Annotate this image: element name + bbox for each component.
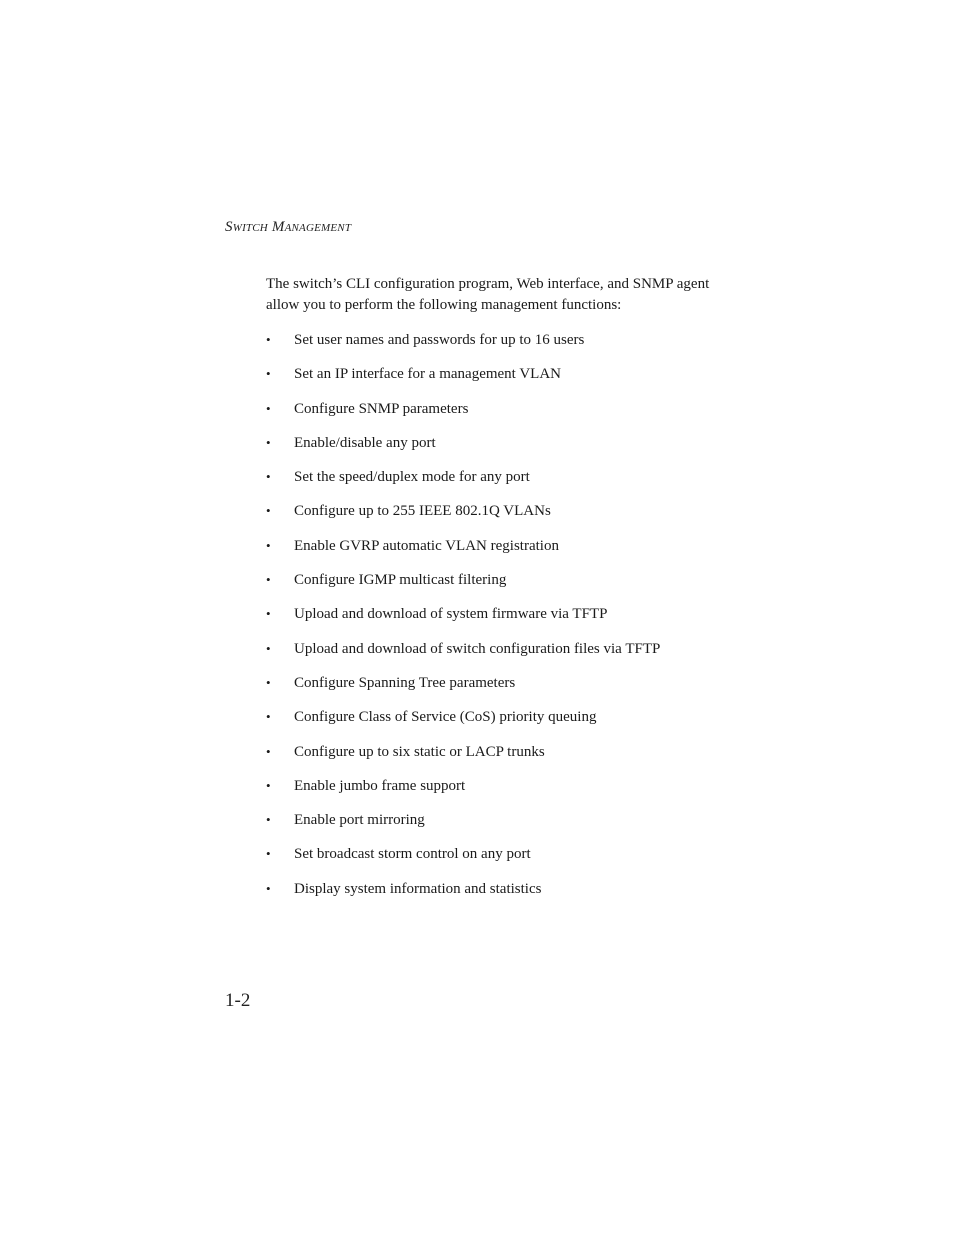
bullet-icon: • xyxy=(266,434,271,450)
list-item xyxy=(266,603,660,637)
running-header: Switch Management xyxy=(225,219,352,235)
list-item-text: Set an IP interface for a management VLAN xyxy=(294,366,561,383)
list-item-text: Enable GVRP automatic VLAN registration xyxy=(294,537,559,554)
bullet-icon: • xyxy=(266,606,271,622)
list-item xyxy=(266,500,660,534)
list-item xyxy=(266,535,660,569)
list-item xyxy=(266,706,660,740)
list-item xyxy=(266,843,660,877)
list-item-text: Configure Spanning Tree parameters xyxy=(294,674,516,691)
bullet-icon: • xyxy=(266,846,271,862)
list-item xyxy=(266,329,660,363)
list-item xyxy=(266,569,660,603)
list-item-text: Upload and download of switch configuration files via TFTP xyxy=(294,640,661,657)
bullet-icon: • xyxy=(266,366,271,382)
bullet-icon: • xyxy=(266,674,271,690)
bullet-icon: • xyxy=(266,880,271,896)
bullet-icon: • xyxy=(266,332,271,347)
list-item xyxy=(266,775,660,809)
bullet-icon: • xyxy=(266,777,271,793)
list-item-text: Configure SNMP parameters xyxy=(294,400,469,417)
list-item-text: Display system information and statistics xyxy=(294,880,542,897)
list-item-text: Enable port mirroring xyxy=(294,812,425,829)
list-item xyxy=(266,432,660,466)
bullet-icon: • xyxy=(266,572,271,588)
intro-paragraph: The switch’s CLI configuration program, Web interface, and SNMP agent allow you to perform the following management functions: xyxy=(266,276,710,313)
list-item xyxy=(266,878,660,912)
list-item-text: Upload and download of system firmware via TFTP xyxy=(294,606,608,623)
list-item-text: Configure Class of Service (CoS) priority queuing xyxy=(294,709,597,726)
list-item xyxy=(266,741,660,775)
bullet-icon: • xyxy=(266,469,271,485)
list-item xyxy=(266,466,660,500)
bullet-icon: • xyxy=(266,640,271,656)
list-item-text: Set the speed/duplex mode for any port xyxy=(294,469,530,486)
list-item-text: Configure up to six static or LACP trunks xyxy=(294,743,545,760)
page-number: 1-2 xyxy=(225,990,251,1011)
list-item-text: Configure IGMP multicast filtering xyxy=(294,572,507,589)
bullet-icon: • xyxy=(266,812,271,828)
list-item-text: Enable/disable any port xyxy=(294,434,436,451)
list-item xyxy=(266,363,660,397)
list-item xyxy=(266,672,660,706)
bullet-icon: • xyxy=(266,709,271,725)
bullet-icon: • xyxy=(266,503,271,519)
list-item xyxy=(266,398,660,432)
management-functions-list xyxy=(266,329,660,912)
list-item-text: Set user names and passwords for up to 16 users xyxy=(294,332,585,348)
list-item-text: Set broadcast storm control on any port xyxy=(294,846,531,863)
list-item xyxy=(266,638,660,672)
list-item-text: Enable jumbo frame support xyxy=(294,777,466,794)
list-item-text: Configure up to 255 IEEE 802.1Q VLANs xyxy=(294,503,551,520)
list-item xyxy=(266,809,660,843)
bullet-icon: • xyxy=(266,743,271,759)
bullet-icon: • xyxy=(266,537,271,553)
bullet-icon: • xyxy=(266,400,271,416)
